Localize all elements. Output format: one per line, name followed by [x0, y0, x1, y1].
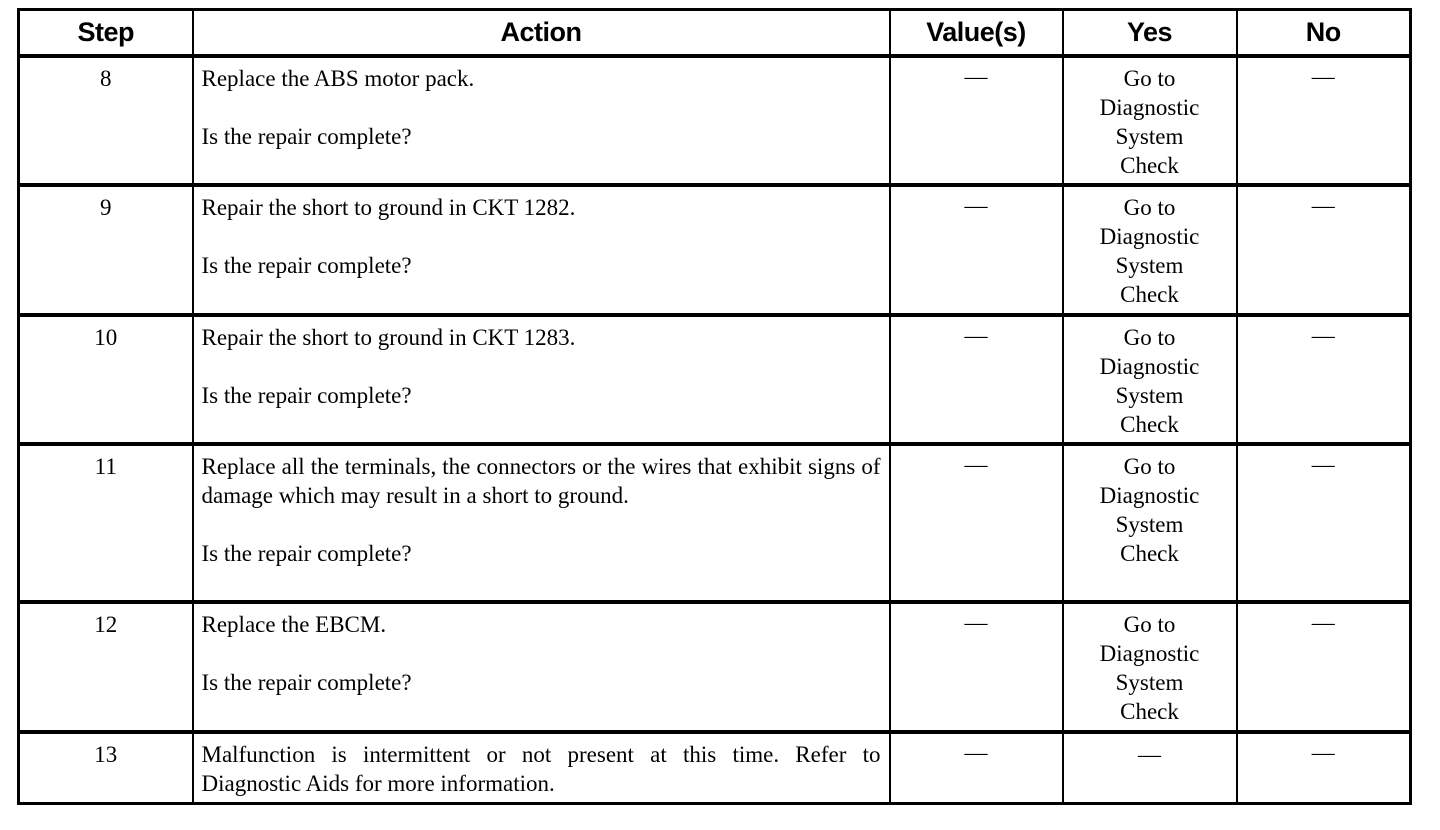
- yes-cell: [1063, 602, 1237, 732]
- action-instruction: Replace the ABS motor pack.: [201, 66, 475, 91]
- yes-line: Diagnostic: [1099, 354, 1200, 379]
- value-cell: —: [890, 185, 1063, 315]
- action-cell: [193, 315, 890, 444]
- yes-line: Go to: [1123, 454, 1176, 479]
- no-cell: —: [1237, 602, 1411, 732]
- column-header-values: Value(s): [890, 10, 1063, 57]
- no-cell: —: [1237, 444, 1411, 602]
- action-question: Is the repair complete?: [201, 541, 412, 566]
- column-header-action: Action: [193, 10, 890, 57]
- yes-line: System: [1115, 253, 1184, 278]
- yes-line: Check: [1120, 412, 1179, 437]
- yes-line: Check: [1120, 282, 1179, 307]
- yes-line: Go to: [1123, 325, 1176, 350]
- yes-cell: [1063, 315, 1237, 444]
- action-question: Is the repair complete?: [201, 253, 412, 278]
- yes-line: Go to: [1123, 195, 1176, 220]
- action-instruction: Replace all the terminals, the connectors or the wires that exhibit signs of damage which may result in a short to ground.: [201, 454, 881, 508]
- yes-cell: [1063, 56, 1237, 185]
- value-cell: —: [890, 315, 1063, 444]
- yes-line: Check: [1120, 153, 1179, 178]
- step-number: 11: [19, 444, 193, 602]
- yes-line: System: [1115, 670, 1184, 695]
- yes-line: Diagnostic: [1099, 641, 1200, 666]
- table-row: [19, 315, 1411, 444]
- column-header-no: No: [1237, 10, 1411, 57]
- yes-cell: [1063, 185, 1237, 315]
- no-cell: —: [1237, 732, 1411, 803]
- action-question: Is the repair complete?: [201, 670, 412, 695]
- value-cell: —: [890, 732, 1063, 803]
- table-row: [19, 185, 1411, 315]
- diagnostic-table: [17, 8, 1412, 805]
- yes-line: —: [1138, 742, 1161, 767]
- value-cell: —: [890, 444, 1063, 602]
- action-cell: [193, 602, 890, 732]
- yes-cell: [1063, 732, 1237, 803]
- action-cell: [193, 185, 890, 315]
- action-instruction: Malfunction is intermittent or not present at this time. Refer to Diagnostic Aids for more information.: [201, 742, 881, 796]
- step-number: 10: [19, 315, 193, 444]
- action-instruction: Repair the short to ground in CKT 1282.: [201, 195, 576, 220]
- step-number: 13: [19, 732, 193, 803]
- action-question: Is the repair complete?: [201, 383, 412, 408]
- no-cell: —: [1237, 315, 1411, 444]
- yes-line: Diagnostic: [1099, 95, 1200, 120]
- column-header-step: Step: [19, 10, 193, 57]
- action-instruction: Replace the EBCM.: [201, 612, 387, 637]
- table-row: [19, 732, 1411, 803]
- no-cell: —: [1237, 56, 1411, 185]
- value-cell: —: [890, 56, 1063, 185]
- action-cell: [193, 444, 890, 602]
- yes-line: Diagnostic: [1099, 224, 1200, 249]
- action-cell: [193, 56, 890, 185]
- yes-line: System: [1115, 512, 1184, 537]
- yes-cell: [1063, 444, 1237, 602]
- step-number: 8: [19, 56, 193, 185]
- yes-line: System: [1115, 124, 1184, 149]
- yes-line: Go to: [1123, 66, 1176, 91]
- yes-line: Check: [1120, 699, 1179, 724]
- action-question: Is the repair complete?: [201, 124, 412, 149]
- table-row: [19, 444, 1411, 602]
- action-cell: [193, 732, 890, 803]
- yes-line: Diagnostic: [1099, 483, 1200, 508]
- step-number: 12: [19, 602, 193, 732]
- yes-line: System: [1115, 383, 1184, 408]
- no-cell: —: [1237, 185, 1411, 315]
- header-row: [19, 10, 1411, 57]
- yes-line: Go to: [1123, 612, 1176, 637]
- value-cell: —: [890, 602, 1063, 732]
- table-row: [19, 56, 1411, 185]
- step-number: 9: [19, 185, 193, 315]
- table-row: [19, 602, 1411, 732]
- action-instruction: Repair the short to ground in CKT 1283.: [201, 325, 576, 350]
- column-header-yes: Yes: [1063, 10, 1237, 57]
- yes-line: Check: [1120, 541, 1179, 566]
